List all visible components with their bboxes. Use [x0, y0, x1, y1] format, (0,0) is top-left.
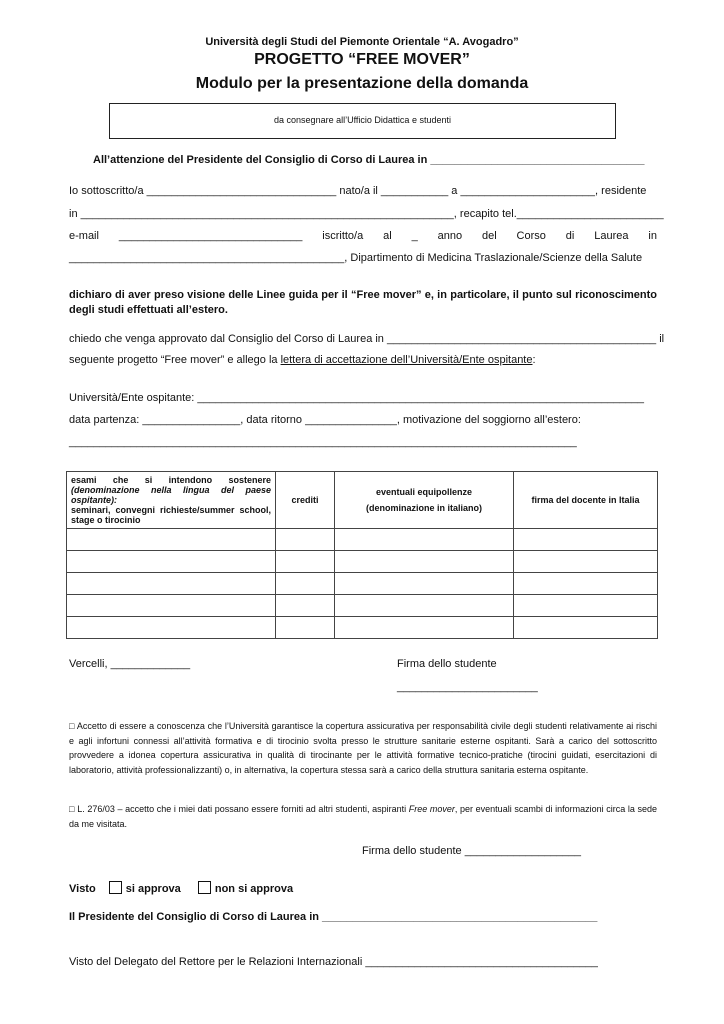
signature-line[interactable]: _______________________	[397, 681, 538, 693]
table-cell[interactable]	[67, 551, 276, 573]
visto-label: Visto	[69, 883, 96, 895]
president-line[interactable]: Il Presidente del Consiglio di Corso di Laurea in _____________________________________________	[69, 911, 598, 923]
declaration: dichiaro di aver preso visione delle Linee guida per il “Free mover” e, in particolare, il punto sul riconoscimento degli studi effettuati all’estero.	[69, 289, 657, 316]
approve-checkbox[interactable]	[109, 881, 122, 894]
header-credits: crediti	[276, 472, 335, 529]
header-equivalences-line1: eventuali equipollenze	[375, 487, 473, 497]
header-exams-italic: (denominazione nella lingua del paese ospitante):	[71, 485, 271, 505]
university-name: Università degli Studi del Piemonte Orientale “A. Avogadro”	[205, 36, 519, 48]
table-cell[interactable]	[514, 595, 658, 617]
request-line-2-colon: :	[532, 354, 536, 366]
host-line-3[interactable]: ___________________________________________________________________________________	[69, 436, 577, 448]
approve-label: si approva	[125, 883, 181, 895]
word-di: di	[565, 230, 575, 242]
word-laurea: Laurea	[594, 230, 629, 242]
personal-line-1-text[interactable]: Io sottoscritto/a _______________________________ nato/a il ___________ a ______________________, residente	[69, 185, 647, 197]
table-cell[interactable]	[276, 529, 335, 551]
personal-line-2[interactable]	[69, 208, 664, 220]
exams-table	[66, 471, 658, 639]
privacy-clause-suffix: , per eventuali scambi di informazioni circa la sede da me visitata.	[69, 804, 658, 829]
table-cell[interactable]	[67, 573, 276, 595]
table-cell[interactable]	[276, 551, 335, 573]
header-exams	[67, 472, 276, 529]
word-al: al	[383, 230, 392, 242]
table-row	[67, 617, 658, 639]
table-cell[interactable]	[514, 529, 658, 551]
table-cell[interactable]	[335, 551, 514, 573]
year-field[interactable]: _	[411, 230, 418, 242]
header-signature: firma del docente in Italia	[514, 472, 658, 529]
personal-line-4[interactable]: _____________________________________________, Dipartimento di Medicina Traslazionale/Scienze della Salute	[69, 252, 643, 264]
enrolled-label: iscritto/a	[322, 230, 364, 242]
header-exams-line3: seminari, convegni richieste/summer school, stage o tirocinio	[71, 505, 271, 525]
email-label: e-mail	[69, 230, 99, 242]
table-cell[interactable]	[514, 551, 658, 573]
reject-label: non si approva	[214, 883, 294, 895]
table-cell[interactable]	[335, 573, 514, 595]
table-header-row	[67, 472, 658, 529]
header-equivalences-line2: (denominazione in italiano)	[365, 503, 482, 513]
delivery-text: da consegnare all’Ufficio Didattica e studenti	[274, 115, 451, 125]
table-row	[67, 551, 658, 573]
acceptance-letter-link[interactable]: lettera di accettazione dell’Università/Ente ospitante	[280, 354, 533, 366]
personal-line-1[interactable]	[69, 185, 657, 197]
host-line-2[interactable]: data partenza: ________________, data ritorno _______________, motivazione del soggiorno all’estero:	[69, 414, 581, 426]
reject-checkbox[interactable]	[198, 881, 211, 894]
student-signature-2[interactable]: Firma dello studente ___________________	[362, 845, 581, 857]
host-line-1[interactable]: Università/Ente ospitante: _________________________________________________________________________	[69, 392, 644, 404]
form-title: Modulo per la presentazione della domanda	[195, 75, 529, 92]
table-cell[interactable]	[276, 617, 335, 639]
header-equivalences	[335, 472, 514, 529]
privacy-clause[interactable]	[69, 802, 657, 831]
project-title: PROGETTO “FREE MOVER”	[254, 51, 470, 68]
personal-line-2-text[interactable]: in _____________________________________________________________, recapito tel.________________________	[69, 208, 664, 220]
delivery-box	[109, 103, 616, 139]
table-row	[67, 573, 658, 595]
table-row	[67, 529, 658, 551]
table-cell[interactable]	[67, 529, 276, 551]
email-field[interactable]: ______________________________	[118, 230, 303, 242]
request-line-2	[69, 354, 536, 366]
word-anno: anno	[437, 230, 463, 242]
approval-row	[69, 881, 293, 895]
word-in: in	[648, 230, 657, 242]
table-cell[interactable]	[514, 617, 658, 639]
table-cell[interactable]	[335, 529, 514, 551]
word-corso: Corso	[516, 230, 546, 242]
table-cell[interactable]	[67, 617, 276, 639]
table-row	[67, 595, 658, 617]
word-del: del	[481, 230, 497, 242]
insurance-clause[interactable]: □ Accetto di essere a conoscenza che l’Università garantisce la copertura assicurativa per responsabilità civile degli studenti relativamente ai rischi e agli infortuni connessi all’attività formativa e di tirocinio svolta presso le strutture sanitarie esterne ospitanti. Sarà a carico del sottoscritto provvedere a idonea copertura assicurativa in qualità di tirocinante per le attività formative tecnico-pratiche (tirocini guidati, esercitazioni di laboratorio, attività professionalizzanti) o, in alternativa, la copertura stessa sarà a carico della struttura sanitaria esterna ospitante.	[69, 721, 657, 775]
place-date[interactable]: Vercelli, _____________	[69, 658, 191, 670]
request-line-1[interactable]: chiedo che venga approvato dal Consiglio del Corso di Laurea in ____________________________________________ il	[69, 333, 665, 345]
header-exams-line1: esami che si intendono sostenere	[71, 475, 271, 485]
table-cell[interactable]	[514, 573, 658, 595]
request-line-2-text: seguente progetto “Free mover” e allego la	[69, 354, 281, 366]
privacy-clause-text: □ L. 276/03 – accetto che i miei dati possano essere forniti ad altri studenti, aspiranti	[69, 804, 409, 814]
delegate-line[interactable]: Visto del Delegato del Rettore per le Relazioni Internazionali ______________________________________	[69, 956, 598, 968]
table-cell[interactable]	[335, 595, 514, 617]
table-cell[interactable]	[67, 595, 276, 617]
signature-label: Firma dello studente	[397, 658, 497, 670]
table-cell[interactable]	[276, 573, 335, 595]
table-cell[interactable]	[335, 617, 514, 639]
attention-line[interactable]: All’attenzione del Presidente del Consiglio di Corso di Laurea in ___________________________________	[93, 154, 645, 166]
personal-line-3[interactable]	[69, 230, 657, 242]
table-cell[interactable]	[276, 595, 335, 617]
privacy-clause-italic: Free mover	[408, 804, 455, 814]
